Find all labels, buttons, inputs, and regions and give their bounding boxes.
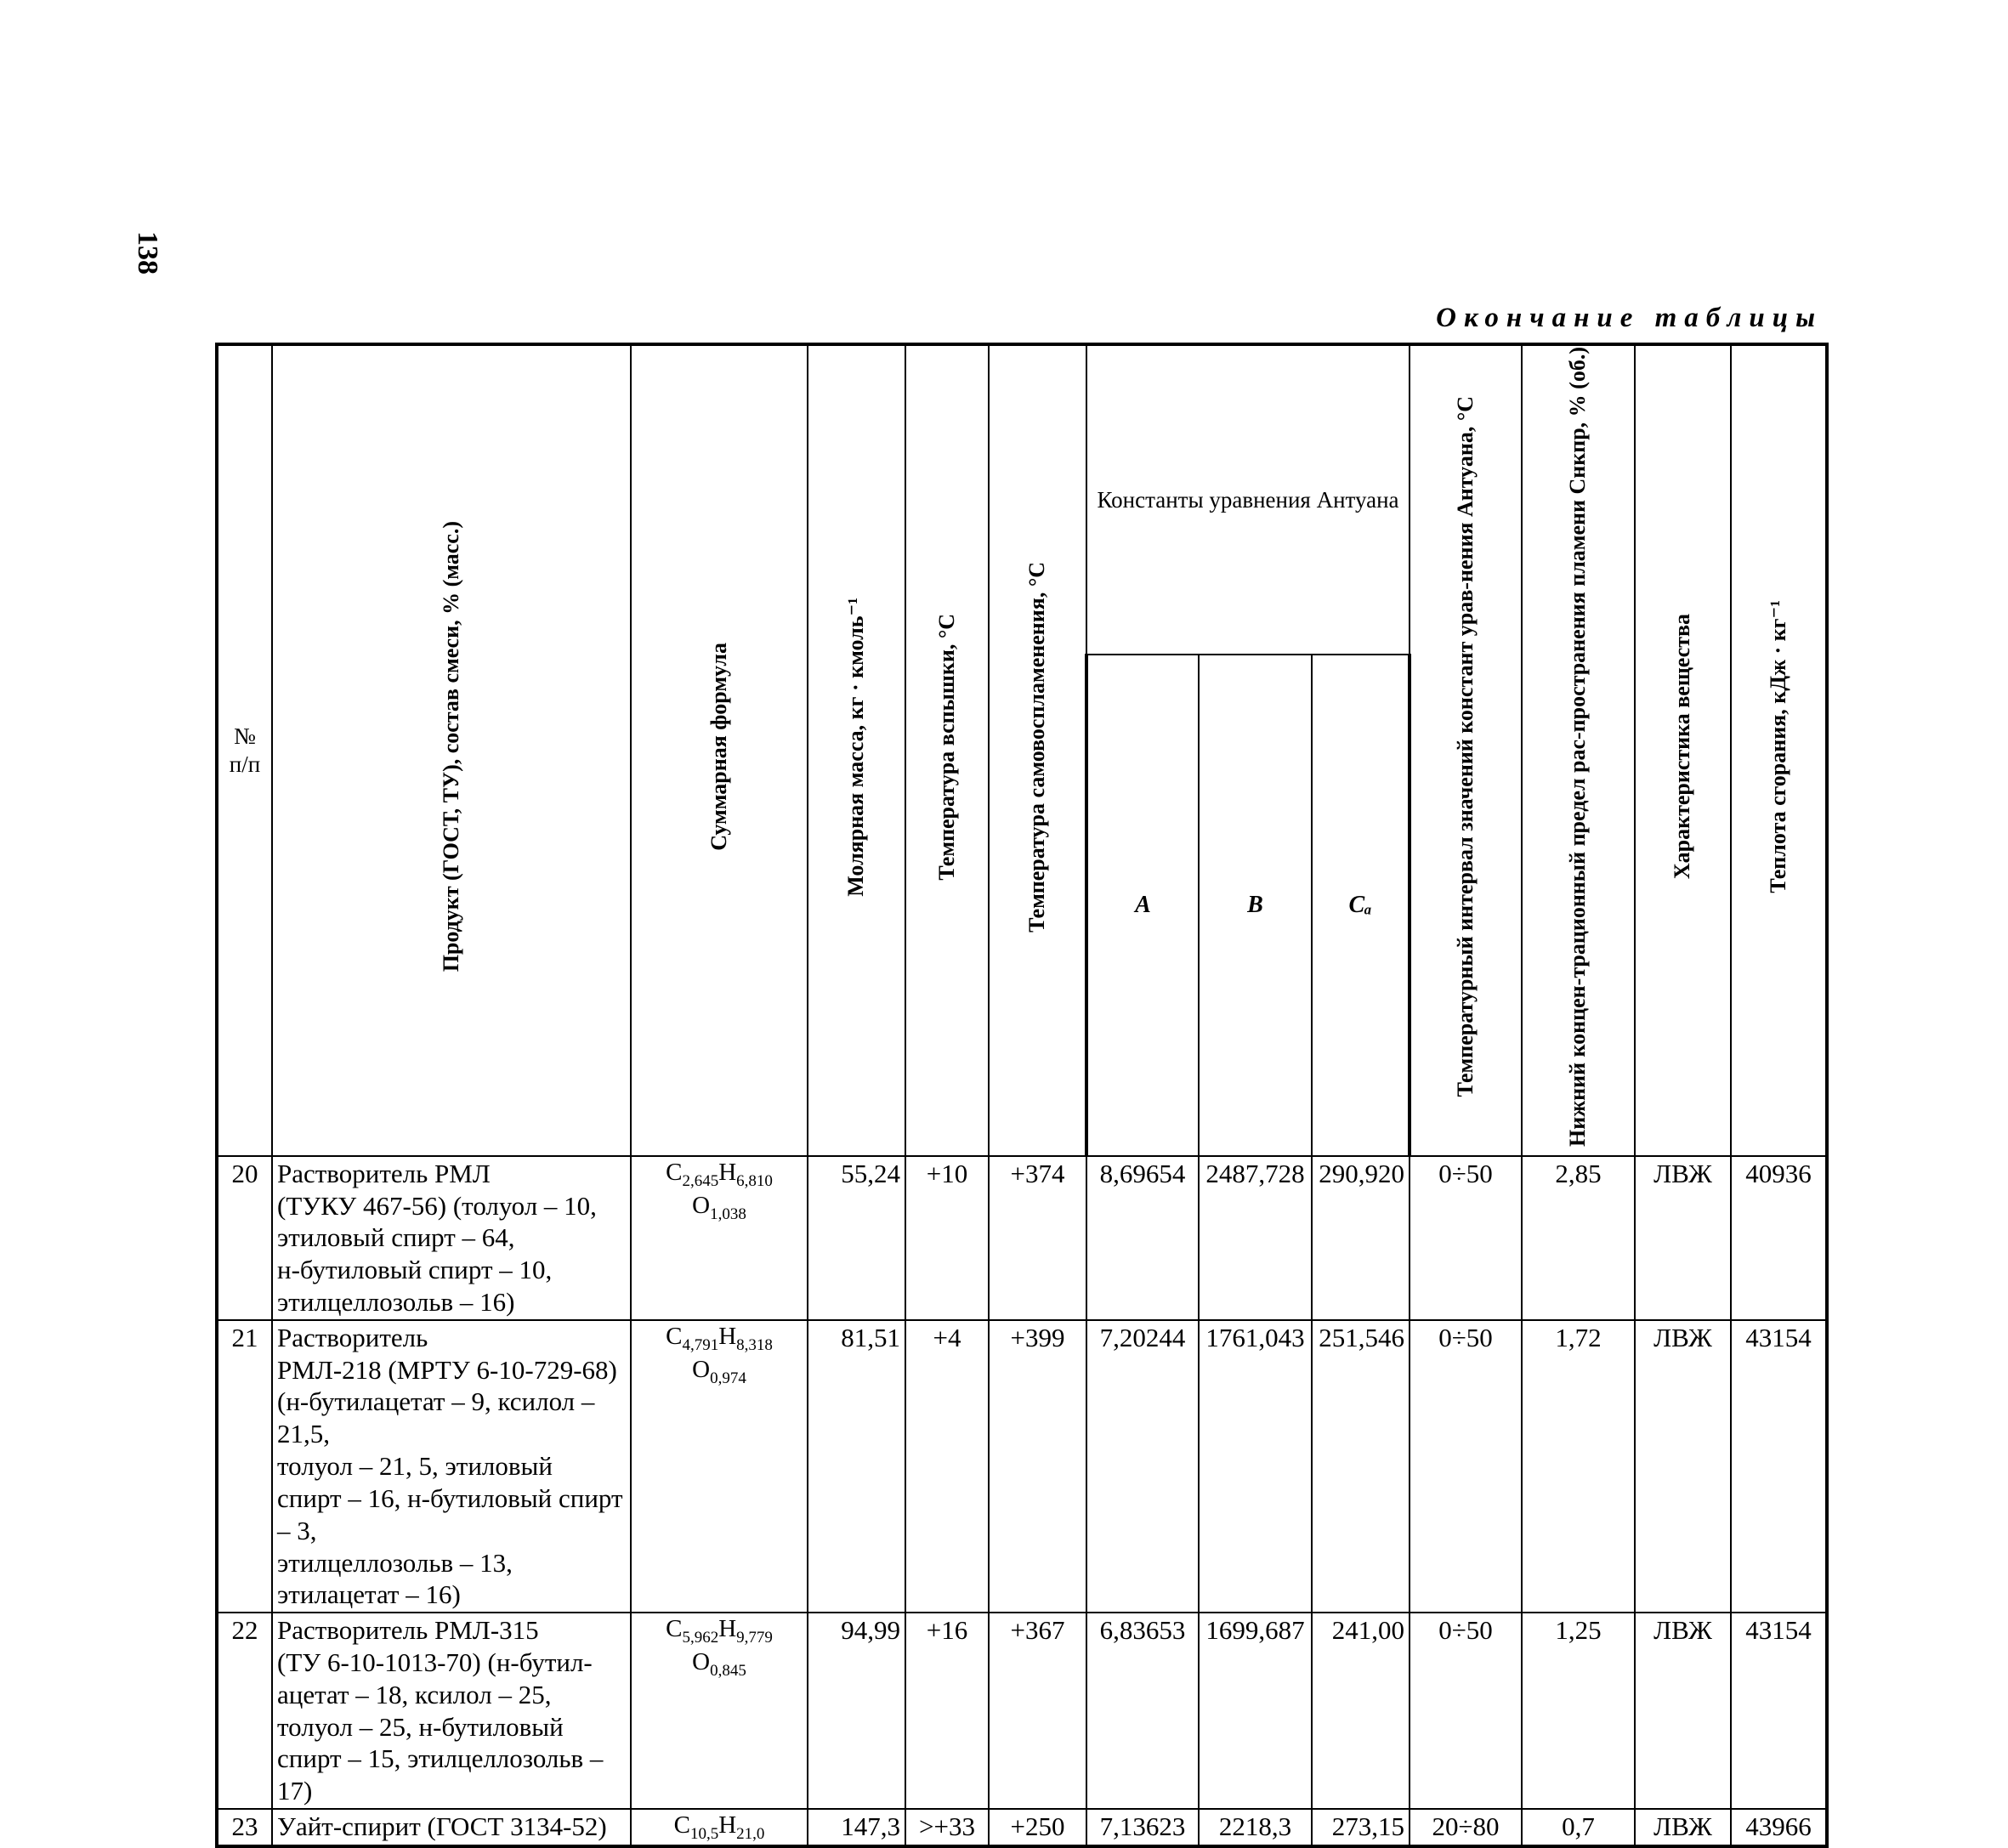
- product-line: (ТУ 6-10-1013-70) (н-бутил-: [277, 1647, 593, 1677]
- formula-cell: $C_{5,962}H_{9,779}$ $O_{0,845}$: [631, 1613, 808, 1809]
- product-line: толуол – 25, н-бутиловый: [277, 1711, 564, 1742]
- product-line: Уайт-спирит (ГОСТ 3134-52): [277, 1811, 607, 1842]
- molar-mass-cell: 81,51: [808, 1320, 905, 1613]
- antoine-a-cell: 6,83653: [1086, 1613, 1199, 1809]
- formula-subscript: 1,038: [710, 1205, 746, 1223]
- header-antoine-a: A: [1086, 655, 1199, 1155]
- formula-subscript: 0,845: [710, 1661, 746, 1680]
- interval-cell: 0÷50: [1410, 1320, 1522, 1613]
- row-number: 22: [217, 1613, 272, 1809]
- header-product: Продукт (ГОСТ, ТУ), состав смеси, % (масс.): [272, 344, 631, 1156]
- product-cell: [272, 1809, 631, 1846]
- interval-cell: 0÷50: [1410, 1613, 1522, 1809]
- formula-subscript: 0,974: [710, 1369, 746, 1387]
- header-antoine-c: Cₐ: [1312, 655, 1410, 1155]
- antoine-b-cell: 2218,3: [1199, 1809, 1312, 1846]
- formula-subscript: 5,962: [682, 1628, 719, 1647]
- lower-limit-cell: 2,85: [1522, 1156, 1635, 1320]
- product-line: (н-бутилацетат – 9, ксилол – 21,5,: [277, 1386, 595, 1449]
- table-row: [217, 1809, 1827, 1846]
- header-lower-limit: Нижний концен-трационный предел рас-пространения пламени Cнкпр, % (об.): [1522, 344, 1635, 1156]
- product-line: этилацетат – 16): [277, 1579, 461, 1610]
- molar-mass-cell: 147,3: [808, 1809, 905, 1846]
- header-autoignition: Температура самовоспламенения, °С: [989, 344, 1086, 1156]
- table-row: [217, 1156, 1827, 1320]
- header-molar-mass: Молярная масса, кг · кмоль⁻¹: [808, 344, 905, 1156]
- flash-point-cell: +10: [905, 1156, 989, 1320]
- header-antoine-b: B: [1199, 655, 1312, 1155]
- antoine-a-cell: 8,69654: [1086, 1156, 1199, 1320]
- product-line: толуол – 21, 5, этиловый: [277, 1451, 553, 1482]
- interval-cell: 20÷80: [1410, 1809, 1522, 1846]
- lower-limit-cell: 1,25: [1522, 1613, 1635, 1809]
- row-number: 20: [217, 1156, 272, 1320]
- antoine-a-cell: 7,13623: [1086, 1809, 1199, 1846]
- molar-mass-cell: 55,24: [808, 1156, 905, 1320]
- formula-subscript: 8,318: [736, 1335, 773, 1354]
- autoignition-cell: +250: [989, 1809, 1086, 1846]
- formula-cell: $C_{10,5}H_{21,0}$: [631, 1809, 808, 1846]
- formula-subscript: 4,791: [682, 1335, 719, 1354]
- table-row: [217, 1320, 1827, 1613]
- lower-limit-cell: 0,7: [1522, 1809, 1635, 1846]
- product-line: спирт – 16, н-бутиловый спирт – 3,: [277, 1482, 623, 1545]
- lower-limit-cell: 1,72: [1522, 1320, 1635, 1613]
- antoine-c-cell: 273,15: [1312, 1809, 1410, 1846]
- row-number: 21: [217, 1320, 272, 1613]
- product-line: Растворитель РМЛ: [277, 1158, 491, 1188]
- header-formula: Суммарная формула: [631, 344, 808, 1156]
- autoignition-cell: +367: [989, 1613, 1086, 1809]
- formula-subscript: 10,5: [689, 1824, 719, 1843]
- product-line: спирт – 15, этилцеллозольв – 17): [277, 1743, 604, 1806]
- formula-subscript: 21,0: [736, 1824, 765, 1843]
- antoine-b-cell: 2487,728: [1199, 1156, 1312, 1320]
- characteristic-cell: ЛВЖ: [1635, 1320, 1731, 1613]
- row-number: 23: [217, 1809, 272, 1846]
- formula-cell: $C_{2,645}H_{6,810}$ $O_{1,038}$: [631, 1156, 808, 1320]
- heat-cell: 43154: [1731, 1320, 1827, 1613]
- header-characteristic: Характеристика вещества: [1635, 344, 1731, 1156]
- product-line: Растворитель: [277, 1322, 428, 1352]
- autoignition-cell: +374: [989, 1156, 1086, 1320]
- formula-subscript: 9,779: [736, 1628, 773, 1647]
- header-heat-combustion: Теплота сгорания, кДж · кг⁻¹: [1731, 344, 1827, 1156]
- page-number: 138: [132, 231, 163, 275]
- formula-subscript: 6,810: [736, 1171, 773, 1190]
- product-line: этилцеллозольв – 16): [277, 1287, 515, 1318]
- product-line: н-бутиловый спирт – 10,: [277, 1255, 553, 1285]
- heat-cell: 43966: [1731, 1809, 1827, 1846]
- characteristic-cell: ЛВЖ: [1635, 1613, 1731, 1809]
- product-line: этиловый спирт – 64,: [277, 1222, 515, 1253]
- product-line: ацетат – 18, ксилол – 25,: [277, 1679, 552, 1709]
- product-cell: [272, 1156, 631, 1320]
- product-line: этилцеллозольв – 13,: [277, 1547, 513, 1578]
- molar-mass-cell: 94,99: [808, 1613, 905, 1809]
- header-antoine-constants: Константы уравнения Антуана: [1086, 344, 1410, 655]
- antoine-c-cell: 290,920: [1312, 1156, 1410, 1320]
- product-cell: [272, 1613, 631, 1809]
- antoine-b-cell: 1699,687: [1199, 1613, 1312, 1809]
- heat-cell: 43154: [1731, 1613, 1827, 1809]
- product-line: (ТУКУ 467-56) (толуол – 10,: [277, 1190, 597, 1221]
- data-table: [215, 343, 1829, 1848]
- antoine-a-cell: 7,20244: [1086, 1320, 1199, 1613]
- formula-cell: $C_{4,791}H_{8,318}$ $O_{0,974}$: [631, 1320, 808, 1613]
- table-caption: Окончание таблицы: [1436, 303, 1823, 333]
- characteristic-cell: ЛВЖ: [1635, 1809, 1731, 1846]
- flash-point-cell: +16: [905, 1613, 989, 1809]
- antoine-c-cell: 241,00: [1312, 1613, 1410, 1809]
- header-num: № п/п: [217, 344, 272, 1156]
- header-flash-point: Температура вспышки, °С: [905, 344, 989, 1156]
- header-temperature-interval: Температурный интервал значений констант урав-нения Антуана, °С: [1410, 344, 1522, 1156]
- autoignition-cell: +399: [989, 1320, 1086, 1613]
- flash-point-cell: +4: [905, 1320, 989, 1613]
- interval-cell: 0÷50: [1410, 1156, 1522, 1320]
- antoine-c-cell: 251,546: [1312, 1320, 1410, 1613]
- product-line: Растворитель РМЛ-315: [277, 1615, 539, 1646]
- flash-point-cell: >+33: [905, 1809, 989, 1846]
- product-cell: [272, 1320, 631, 1613]
- antoine-b-cell: 1761,043: [1199, 1320, 1312, 1613]
- table-row: [217, 1613, 1827, 1809]
- heat-cell: 40936: [1731, 1156, 1827, 1320]
- formula-subscript: 2,645: [682, 1171, 719, 1190]
- characteristic-cell: ЛВЖ: [1635, 1156, 1731, 1320]
- product-line: РМЛ-218 (МРТУ 6-10-729-68): [277, 1354, 617, 1385]
